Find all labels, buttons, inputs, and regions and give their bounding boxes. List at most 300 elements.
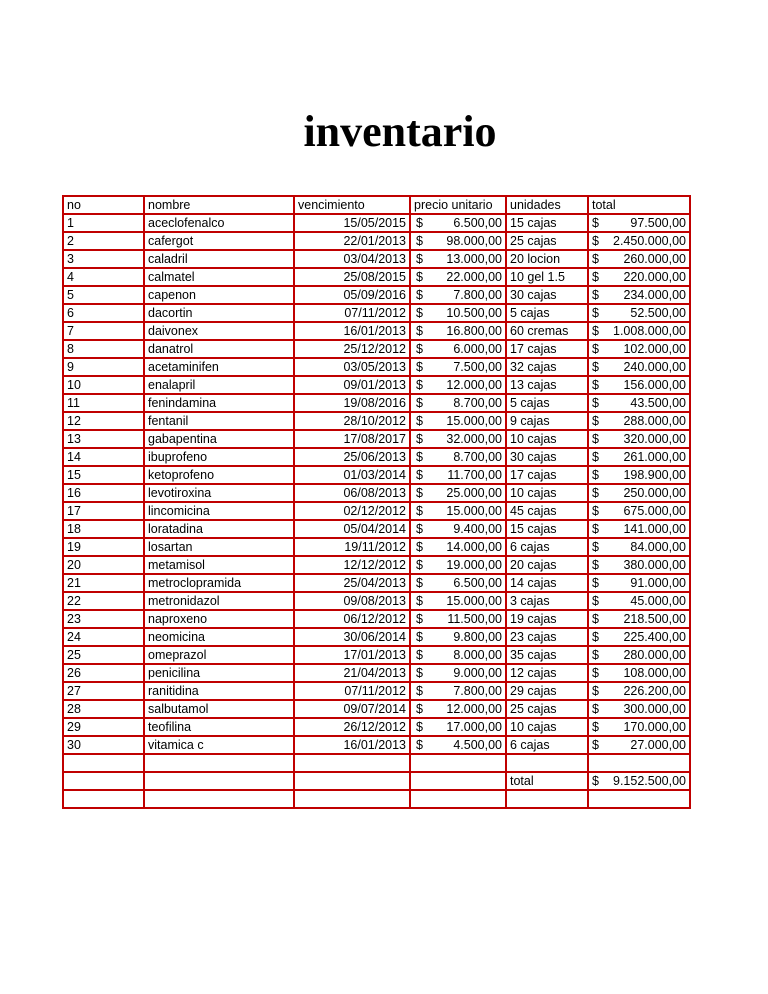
currency-symbol: $ [592, 522, 599, 536]
cell-unidades: 17 cajas [506, 340, 588, 358]
currency-symbol: $ [416, 432, 423, 446]
currency-symbol: $ [416, 270, 423, 284]
currency-symbol: $ [592, 234, 599, 248]
cell-unidades: 12 cajas [506, 664, 588, 682]
price-wrapper [414, 593, 502, 609]
empty-cell [144, 790, 294, 808]
table-row [63, 484, 690, 502]
cell-nombre: metronidazol [144, 592, 294, 610]
currency-symbol: $ [416, 666, 423, 680]
cell-no: 28 [63, 700, 144, 718]
price-value: 13.000,00 [446, 252, 502, 266]
total-wrapper [592, 557, 686, 573]
cell-unidades: 30 cajas [506, 286, 588, 304]
cell-precio-unitario [410, 484, 506, 502]
cell-vencimiento: 30/06/2014 [294, 628, 410, 646]
table-row [63, 592, 690, 610]
cell-vencimiento: 03/05/2013 [294, 358, 410, 376]
cell-total [588, 520, 690, 538]
cell-total [588, 322, 690, 340]
cell-precio-unitario [410, 736, 506, 754]
currency-symbol: $ [592, 270, 599, 284]
total-value: 226.200,00 [623, 684, 686, 698]
cell-vencimiento: 19/08/2016 [294, 394, 410, 412]
cell-total [588, 682, 690, 700]
cell-total [588, 484, 690, 502]
total-value: 260.000,00 [623, 252, 686, 266]
cell-precio-unitario [410, 592, 506, 610]
currency-symbol: $ [416, 324, 423, 338]
cell-precio-unitario [410, 340, 506, 358]
cell-no: 22 [63, 592, 144, 610]
cell-vencimiento: 06/08/2013 [294, 484, 410, 502]
total-value: 91.000,00 [630, 576, 686, 590]
price-wrapper [414, 611, 502, 627]
total-wrapper [592, 665, 686, 681]
empty-cell [410, 772, 506, 790]
cell-vencimiento: 25/12/2012 [294, 340, 410, 358]
currency-symbol: $ [592, 486, 599, 500]
total-wrapper [592, 431, 686, 447]
cell-precio-unitario [410, 502, 506, 520]
price-value: 32.000,00 [446, 432, 502, 446]
cell-nombre: ranitidina [144, 682, 294, 700]
cell-nombre: capenon [144, 286, 294, 304]
price-value: 6.500,00 [453, 216, 502, 230]
cell-precio-unitario [410, 214, 506, 232]
currency-symbol: $ [416, 738, 423, 752]
currency-symbol: $ [416, 306, 423, 320]
cell-vencimiento: 12/12/2012 [294, 556, 410, 574]
summary-total [588, 772, 690, 790]
cell-precio-unitario [410, 610, 506, 628]
total-wrapper [592, 215, 686, 231]
price-wrapper [414, 467, 502, 483]
cell-precio-unitario [410, 718, 506, 736]
cell-total [588, 556, 690, 574]
cell-nombre: ibuprofeno [144, 448, 294, 466]
cell-no: 14 [63, 448, 144, 466]
cell-unidades: 29 cajas [506, 682, 588, 700]
currency-symbol: $ [592, 468, 599, 482]
cell-vencimiento: 07/11/2012 [294, 304, 410, 322]
header-nombre: nombre [144, 196, 294, 214]
total-value: 43.500,00 [630, 396, 686, 410]
cell-nombre: caladril [144, 250, 294, 268]
price-wrapper [414, 575, 502, 591]
price-wrapper [414, 305, 502, 321]
table-row [63, 340, 690, 358]
cell-no: 9 [63, 358, 144, 376]
price-value: 25.000,00 [446, 486, 502, 500]
cell-vencimiento: 17/01/2013 [294, 646, 410, 664]
cell-unidades: 35 cajas [506, 646, 588, 664]
table-row [63, 682, 690, 700]
total-value: 156.000,00 [623, 378, 686, 392]
price-wrapper [414, 629, 502, 645]
cell-vencimiento: 19/11/2012 [294, 538, 410, 556]
cell-unidades: 13 cajas [506, 376, 588, 394]
cell-nombre: dacortin [144, 304, 294, 322]
total-wrapper [592, 701, 686, 717]
cell-unidades: 30 cajas [506, 448, 588, 466]
total-value: 320.000,00 [623, 432, 686, 446]
cell-unidades: 15 cajas [506, 520, 588, 538]
price-value: 7.500,00 [453, 360, 502, 374]
empty-cell [506, 754, 588, 772]
total-value: 141.000,00 [623, 522, 686, 536]
total-value: 108.000,00 [623, 666, 686, 680]
total-wrapper [592, 647, 686, 663]
total-wrapper [592, 575, 686, 591]
cell-nombre: teofilina [144, 718, 294, 736]
cell-nombre: neomicina [144, 628, 294, 646]
total-value: 225.400,00 [623, 630, 686, 644]
total-value: 102.000,00 [623, 342, 686, 356]
cell-total [588, 538, 690, 556]
currency-symbol: $ [416, 234, 423, 248]
total-wrapper [592, 449, 686, 465]
cell-unidades: 15 cajas [506, 214, 588, 232]
price-value: 9.000,00 [453, 666, 502, 680]
price-wrapper [414, 485, 502, 501]
table-row [63, 358, 690, 376]
cell-nombre: fenindamina [144, 394, 294, 412]
cell-precio-unitario [410, 412, 506, 430]
price-wrapper [414, 215, 502, 231]
total-wrapper [592, 305, 686, 321]
currency-symbol: $ [592, 576, 599, 590]
price-wrapper [414, 557, 502, 573]
empty-cell [588, 790, 690, 808]
price-value: 8.700,00 [453, 450, 502, 464]
price-wrapper [414, 377, 502, 393]
total-wrapper [592, 359, 686, 375]
empty-cell [294, 754, 410, 772]
cell-unidades: 9 cajas [506, 412, 588, 430]
table-row [63, 610, 690, 628]
total-value: 52.500,00 [630, 306, 686, 320]
cell-vencimiento: 25/04/2013 [294, 574, 410, 592]
currency-symbol: $ [592, 630, 599, 644]
cell-no: 7 [63, 322, 144, 340]
cell-vencimiento: 26/12/2012 [294, 718, 410, 736]
total-value: 675.000,00 [623, 504, 686, 518]
currency-symbol: $ [416, 540, 423, 554]
cell-precio-unitario [410, 268, 506, 286]
total-wrapper [592, 395, 686, 411]
price-wrapper [414, 683, 502, 699]
header-precio-unitario: precio unitario [410, 196, 506, 214]
cell-total [588, 358, 690, 376]
cell-vencimiento: 06/12/2012 [294, 610, 410, 628]
currency-symbol: $ [416, 720, 423, 734]
total-wrapper [592, 521, 686, 537]
table-row [63, 412, 690, 430]
cell-total [588, 610, 690, 628]
price-value: 4.500,00 [453, 738, 502, 752]
cell-precio-unitario [410, 430, 506, 448]
currency-symbol: $ [416, 702, 423, 716]
cell-precio-unitario [410, 646, 506, 664]
currency-symbol: $ [592, 360, 599, 374]
document-title: inventario [303, 107, 497, 156]
currency-symbol: $ [416, 216, 423, 230]
total-value: 218.500,00 [623, 612, 686, 626]
table-row [63, 646, 690, 664]
cell-no: 26 [63, 664, 144, 682]
empty-cell [63, 790, 144, 808]
price-value: 7.800,00 [453, 288, 502, 302]
cell-total [588, 448, 690, 466]
table-row [63, 718, 690, 736]
cell-no: 11 [63, 394, 144, 412]
cell-no: 6 [63, 304, 144, 322]
price-wrapper [414, 665, 502, 681]
total-value: 97.500,00 [630, 216, 686, 230]
cell-nombre: cafergot [144, 232, 294, 250]
cell-unidades: 25 cajas [506, 700, 588, 718]
total-value: 220.000,00 [623, 270, 686, 284]
price-value: 15.000,00 [446, 594, 502, 608]
cell-vencimiento: 28/10/2012 [294, 412, 410, 430]
currency-symbol: $ [592, 648, 599, 662]
cell-unidades: 10 cajas [506, 484, 588, 502]
table-row [63, 304, 690, 322]
table-row [63, 214, 690, 232]
table-row [63, 268, 690, 286]
total-wrapper [592, 593, 686, 609]
header-no: no [63, 196, 144, 214]
summary-value: 9.152.500,00 [613, 774, 686, 788]
cell-precio-unitario [410, 700, 506, 718]
currency-symbol: $ [592, 684, 599, 698]
total-value: 261.000,00 [623, 450, 686, 464]
cell-vencimiento: 21/04/2013 [294, 664, 410, 682]
header-total: total [588, 196, 690, 214]
total-wrapper [592, 737, 686, 753]
currency-symbol: $ [416, 522, 423, 536]
price-value: 11.700,00 [447, 468, 502, 482]
cell-unidades: 6 cajas [506, 538, 588, 556]
cell-total [588, 250, 690, 268]
cell-unidades: 5 cajas [506, 394, 588, 412]
cell-precio-unitario [410, 628, 506, 646]
empty-cell [294, 790, 410, 808]
cell-no: 18 [63, 520, 144, 538]
cell-no: 15 [63, 466, 144, 484]
price-wrapper [414, 701, 502, 717]
table-row [63, 520, 690, 538]
currency-symbol: $ [592, 450, 599, 464]
cell-unidades: 5 cajas [506, 304, 588, 322]
price-value: 98.000,00 [446, 234, 502, 248]
cell-precio-unitario [410, 358, 506, 376]
cell-vencimiento: 03/04/2013 [294, 250, 410, 268]
price-wrapper [414, 647, 502, 663]
total-wrapper [592, 467, 686, 483]
empty-row [63, 754, 690, 772]
currency-symbol: $ [592, 432, 599, 446]
currency-symbol: $ [592, 558, 599, 572]
empty-cell [410, 754, 506, 772]
currency-symbol: $ [592, 504, 599, 518]
price-value: 19.000,00 [446, 558, 502, 572]
cell-unidades: 23 cajas [506, 628, 588, 646]
price-value: 6.500,00 [453, 576, 502, 590]
table-row [63, 556, 690, 574]
price-wrapper [414, 251, 502, 267]
cell-no: 20 [63, 556, 144, 574]
currency-symbol: $ [592, 414, 599, 428]
cell-nombre: omeprazol [144, 646, 294, 664]
cell-total [588, 700, 690, 718]
empty-cell [63, 754, 144, 772]
total-value: 280.000,00 [623, 648, 686, 662]
cell-no: 30 [63, 736, 144, 754]
total-wrapper [592, 377, 686, 393]
price-value: 22.000,00 [446, 270, 502, 284]
cell-no: 12 [63, 412, 144, 430]
price-wrapper [414, 737, 502, 753]
header-row [63, 196, 690, 214]
currency-symbol: $ [592, 324, 599, 338]
total-value: 1.008.000,00 [613, 324, 686, 338]
cell-unidades: 20 cajas [506, 556, 588, 574]
cell-unidades: 45 cajas [506, 502, 588, 520]
cell-no: 21 [63, 574, 144, 592]
cell-precio-unitario [410, 466, 506, 484]
currency-symbol: $ [416, 252, 423, 266]
currency-symbol: $ [592, 288, 599, 302]
currency-symbol: $ [416, 288, 423, 302]
table-row [63, 286, 690, 304]
cell-total [588, 574, 690, 592]
cell-nombre: ketoprofeno [144, 466, 294, 484]
cell-nombre: penicilina [144, 664, 294, 682]
currency-symbol: $ [416, 612, 423, 626]
cell-precio-unitario [410, 394, 506, 412]
cell-precio-unitario [410, 304, 506, 322]
total-wrapper [592, 629, 686, 645]
currency-symbol: $ [592, 594, 599, 608]
cell-precio-unitario [410, 664, 506, 682]
cell-precio-unitario [410, 232, 506, 250]
price-wrapper [414, 539, 502, 555]
currency-symbol: $ [416, 468, 423, 482]
total-wrapper [592, 503, 686, 519]
price-value: 8.700,00 [453, 396, 502, 410]
price-wrapper [414, 287, 502, 303]
cell-nombre: loratadina [144, 520, 294, 538]
cell-total [588, 412, 690, 430]
cell-nombre: acetaminifen [144, 358, 294, 376]
cell-total [588, 718, 690, 736]
total-wrapper [592, 287, 686, 303]
header-unidades: unidades [506, 196, 588, 214]
cell-total [588, 430, 690, 448]
currency-symbol: $ [592, 306, 599, 320]
currency-symbol: $ [592, 396, 599, 410]
cell-unidades: 10 cajas [506, 718, 588, 736]
total-wrapper [592, 251, 686, 267]
price-value: 8.000,00 [453, 648, 502, 662]
cell-no: 24 [63, 628, 144, 646]
total-value: 250.000,00 [623, 486, 686, 500]
cell-total [588, 502, 690, 520]
cell-total [588, 268, 690, 286]
cell-unidades: 19 cajas [506, 610, 588, 628]
cell-vencimiento: 09/07/2014 [294, 700, 410, 718]
table-row [63, 250, 690, 268]
currency-symbol: $ [592, 774, 599, 788]
table-row [63, 700, 690, 718]
table-row [63, 376, 690, 394]
empty-cell [410, 790, 506, 808]
currency-symbol: $ [592, 252, 599, 266]
cell-no: 17 [63, 502, 144, 520]
cell-vencimiento: 25/08/2015 [294, 268, 410, 286]
cell-unidades: 32 cajas [506, 358, 588, 376]
cell-total [588, 304, 690, 322]
price-value: 11.500,00 [447, 612, 502, 626]
cell-precio-unitario [410, 538, 506, 556]
table-row [63, 574, 690, 592]
currency-symbol: $ [416, 396, 423, 410]
currency-symbol: $ [416, 450, 423, 464]
cell-vencimiento: 17/08/2017 [294, 430, 410, 448]
price-wrapper [414, 323, 502, 339]
currency-symbol: $ [416, 558, 423, 572]
total-value: 380.000,00 [623, 558, 686, 572]
cell-precio-unitario [410, 520, 506, 538]
cell-nombre: vitamica c [144, 736, 294, 754]
cell-no: 5 [63, 286, 144, 304]
cell-total [588, 466, 690, 484]
price-wrapper [414, 719, 502, 735]
cell-total [588, 628, 690, 646]
cell-no: 4 [63, 268, 144, 286]
cell-total [588, 340, 690, 358]
cell-total [588, 664, 690, 682]
total-value: 84.000,00 [630, 540, 686, 554]
cell-vencimiento: 15/05/2015 [294, 214, 410, 232]
cell-total [588, 286, 690, 304]
cell-precio-unitario [410, 322, 506, 340]
cell-nombre: calmatel [144, 268, 294, 286]
cell-no: 29 [63, 718, 144, 736]
summary-row [63, 772, 690, 790]
price-value: 17.000,00 [446, 720, 502, 734]
currency-symbol: $ [592, 720, 599, 734]
price-wrapper [414, 359, 502, 375]
cell-total [588, 646, 690, 664]
cell-nombre: gabapentina [144, 430, 294, 448]
cell-nombre: metamisol [144, 556, 294, 574]
total-value: 300.000,00 [623, 702, 686, 716]
cell-nombre: salbutamol [144, 700, 294, 718]
cell-vencimiento: 05/09/2016 [294, 286, 410, 304]
price-value: 10.500,00 [446, 306, 502, 320]
empty-cell [144, 754, 294, 772]
cell-vencimiento: 05/04/2014 [294, 520, 410, 538]
cell-unidades: 14 cajas [506, 574, 588, 592]
cell-nombre: levotiroxina [144, 484, 294, 502]
total-wrapper [592, 539, 686, 555]
cell-unidades: 25 cajas [506, 232, 588, 250]
total-wrapper [592, 341, 686, 357]
price-value: 7.800,00 [453, 684, 502, 698]
